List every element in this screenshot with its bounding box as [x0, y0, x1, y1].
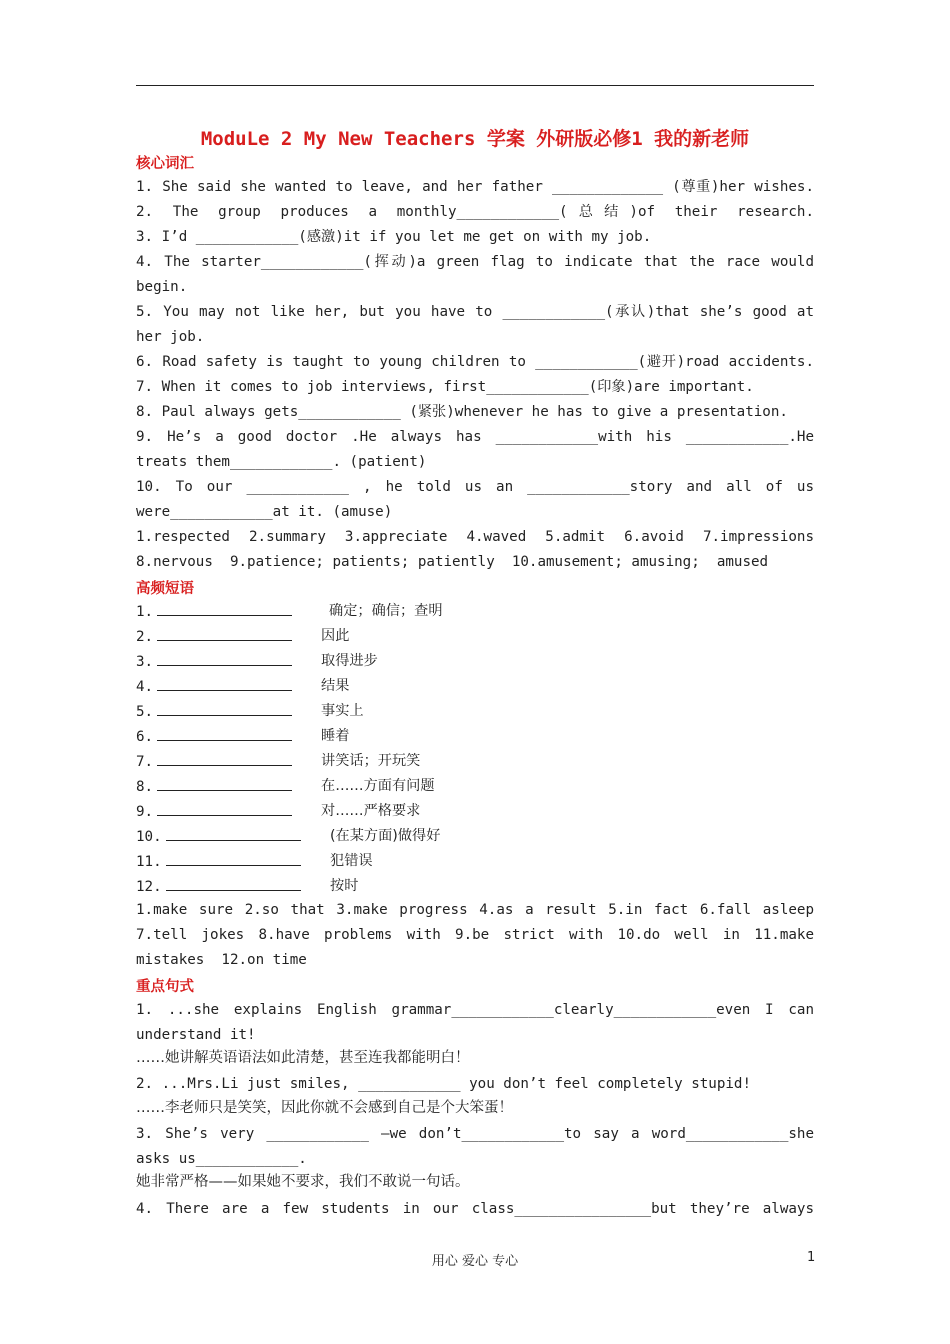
- phrase-number: 11.: [136, 854, 162, 870]
- page-footer: 用心 爱心 专心: [431, 1254, 519, 1269]
- vocab-answers: 1.respected 2.summary 3.appreciate 4.waved 5.admit 6.avoid 7.impressions: [136, 529, 814, 545]
- phrase-blank: [166, 877, 301, 891]
- vocab-answers: 8.nervous 9.patience; patients; patiently 10.amusement; amusing; amused: [136, 554, 769, 570]
- phrase-number: 10.: [136, 829, 162, 845]
- section-heading-vocab: 核心词汇: [136, 156, 194, 172]
- phrase-meaning: 睡着: [321, 728, 350, 744]
- phrase-meaning: (在某方面)做得好: [330, 828, 441, 844]
- phrase-item: [136, 702, 364, 721]
- phrase-meaning: 确定；确信；查明: [329, 603, 443, 619]
- sentence-translation: 她非常严格——如果她不要求，我们不敢说一句话。: [136, 1174, 470, 1190]
- vocab-line: 10. To our ____________ , he told us an ____________story and all of us: [136, 479, 814, 495]
- phrase-number: 12.: [136, 879, 162, 895]
- sentence-line: 3. She’s very ____________ —we don’t____________to say a word____________she: [136, 1126, 814, 1142]
- phrase-number: 1.: [136, 604, 154, 620]
- phrase-meaning: 犯错误: [330, 853, 373, 869]
- phrase-meaning: 取得进步: [321, 653, 378, 669]
- phrase-answers: 7.tell jokes 8.have problems with 9.be strict with 10.do well in 11.make: [136, 927, 814, 943]
- phrase-item: [136, 727, 350, 746]
- vocab-line: 6. Road safety is taught to young children to ____________(避开)road accidents.: [136, 354, 814, 370]
- page-title: ModuLe 2 My New Teachers 学案 外研版必修1 我的新老师: [200, 128, 750, 150]
- section-heading-sentences: 重点句式: [136, 979, 194, 995]
- sentence-line: understand it!: [136, 1027, 256, 1043]
- phrase-item: [136, 752, 421, 771]
- phrase-number: 7.: [136, 754, 154, 770]
- phrase-number: 5.: [136, 704, 154, 720]
- vocab-line: 3. I’d ____________(感激)it if you let me get on with my job.: [136, 229, 652, 245]
- page-number: 1: [807, 1250, 816, 1265]
- phrase-number: 2.: [136, 629, 154, 645]
- phrase-item: [136, 827, 441, 846]
- phrase-item: [136, 777, 435, 796]
- sentence-translation: ……李老师只是笑笑，因此你就不会感到自己是个大笨蛋！: [136, 1100, 513, 1116]
- phrase-blank: [157, 652, 292, 666]
- vocab-line: 9. He’s a good doctor .He always has ____________with his ____________.He: [136, 429, 814, 445]
- phrase-meaning: 对……严格要求: [321, 803, 421, 819]
- sentence-line: asks us____________.: [136, 1151, 307, 1167]
- phrase-blank: [157, 677, 292, 691]
- phrase-answers: 1.make sure 2.so that 3.make progress 4.as a result 5.in fact 6.fall asleep: [136, 902, 814, 918]
- vocab-line: 7. When it comes to job interviews, first____________(印象)are important.: [136, 379, 754, 395]
- phrase-blank: [157, 727, 292, 741]
- phrase-blank: [157, 702, 292, 716]
- phrase-blank: [157, 802, 292, 816]
- vocab-line: 5. You may not like her, but you have to ____________(承认)that she’s good at: [136, 304, 814, 320]
- phrase-number: 4.: [136, 679, 154, 695]
- vocab-line: begin.: [136, 279, 188, 295]
- vocab-line: 1. She said she wanted to leave, and her father _____________ (尊重)her wishes.: [136, 179, 814, 195]
- phrase-blank: [157, 602, 292, 616]
- section-heading-phrases: 高频短语: [136, 581, 194, 597]
- vocab-line: her job.: [136, 329, 205, 345]
- phrase-meaning: 在……方面有问题: [321, 778, 435, 794]
- phrase-item: [136, 677, 350, 696]
- phrase-meaning: 结果: [321, 678, 350, 694]
- phrase-number: 6.: [136, 729, 154, 745]
- phrase-number: 3.: [136, 654, 154, 670]
- phrase-item: [136, 652, 378, 671]
- phrase-number: 8.: [136, 779, 154, 795]
- vocab-line: 4. The starter____________(挥动)a green flag to indicate that the race would: [136, 254, 814, 270]
- phrase-meaning: 按时: [330, 878, 359, 894]
- phrase-item: [136, 627, 350, 646]
- sentence-line: 2. ...Mrs.Li just smiles, ____________ you don’t feel completely stupid!: [136, 1076, 751, 1092]
- phrase-item: [136, 877, 359, 896]
- vocab-line: 8. Paul always gets____________ (紧张)whenever he has to give a presentation.: [136, 404, 788, 420]
- phrase-number: 9.: [136, 804, 154, 820]
- sentence-line: 4. There are a few students in our class________________but they’re always: [136, 1201, 814, 1217]
- phrase-blank: [166, 827, 301, 841]
- phrase-blank: [157, 752, 292, 766]
- sentence-line: 1. ...she explains English grammar____________clearly____________even I can: [136, 1002, 814, 1018]
- phrase-item: [136, 602, 443, 621]
- vocab-line: 2. The group produces a monthly____________(总结)of their research.: [136, 204, 814, 220]
- phrase-item: [136, 802, 421, 821]
- phrase-meaning: 讲笑话；开玩笑: [321, 753, 421, 769]
- phrase-blank: [166, 852, 301, 866]
- vocab-line: treats them____________. (patient): [136, 454, 427, 470]
- phrase-item: [136, 852, 373, 871]
- phrase-meaning: 因此: [321, 628, 350, 644]
- phrase-meaning: 事实上: [321, 703, 364, 719]
- phrase-blank: [157, 627, 292, 641]
- vocab-line: were____________at it. (amuse): [136, 504, 393, 520]
- sentence-translation: ……她讲解英语语法如此清楚，甚至连我都能明白！: [136, 1050, 470, 1066]
- phrase-blank: [157, 777, 292, 791]
- phrase-answers: mistakes 12.on time: [136, 952, 307, 968]
- header-rule: [136, 85, 814, 86]
